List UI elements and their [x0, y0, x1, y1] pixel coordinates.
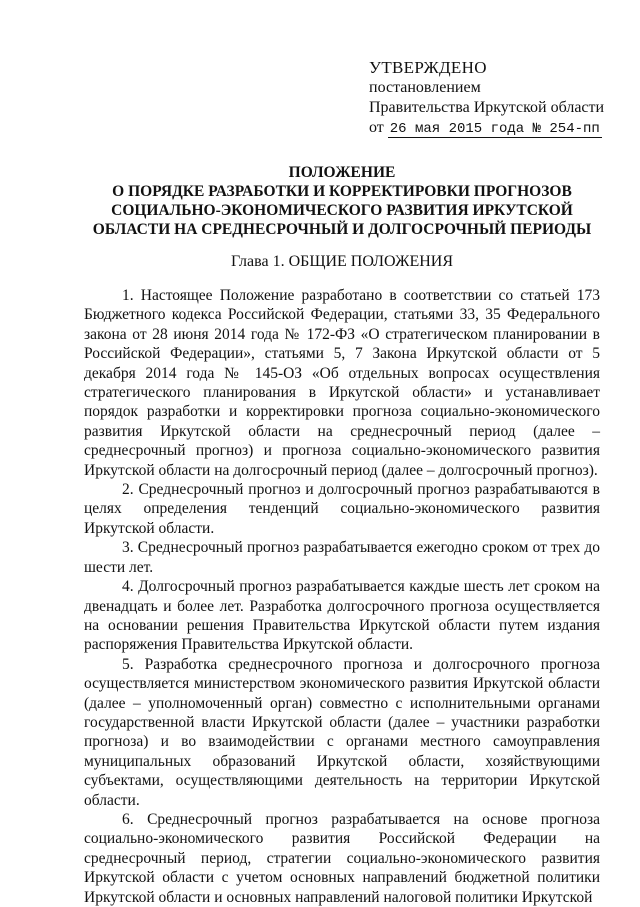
- title-line-4: ОБЛАСТИ НА СРЕДНЕСРОЧНЫЙ И ДОЛГОСРОЧНЫЙ ПЕРИОДЫ: [92, 221, 592, 238]
- paragraph-1: 1. Настоящее Положение разработано в соответствии со статьей 173 Бюджетного кодекса Российской Федерации, статьями 33, 35 Федерального закона от 28 июня 2014 года № 172-ФЗ «О стратегическом планировании в Российской Федерации», статьями 5, 7 Закона Иркутской области от 5 декабря 2014 года № 145-ОЗ «Об отдельных вопросах осуществления стратегического планирования в Иркутской области» и устанавливает порядок разработки и корректировки прогноза социально-экономического развития Иркутской области на среднесрочный период (далее – среднесрочный прогноз) и прогноза социально-экономического развития Иркутской области на долгосрочный период (далее – долгосрочный прогноз).: [84, 287, 600, 479]
- document-title: [84, 163, 600, 239]
- approval-line-government: Правительства Иркутской области: [369, 99, 605, 116]
- approval-line-resolution: постановлением: [369, 79, 481, 96]
- paragraph-5: 5. Разработка среднесрочного прогноза и долгосрочного прогноза осуществляется министерством экономического развития Иркутской области (далее – уполномоченный орган) совместно с исполнительными органами государственной власти Иркутской области (далее – участники разработки прогноза) и во взаимодействии с органами местного самоуправления муниципальных образований Иркутской области, хозяйствующими субъектами, осуществляющими деятельность на территории Иркутской области.: [84, 655, 600, 809]
- document-body: [84, 286, 600, 907]
- paragraph-3: 3. Среднесрочный прогноз разрабатывается ежегодно сроком от трех до шести лет.: [84, 539, 600, 576]
- approval-date-line: [369, 118, 609, 138]
- paragraph-2: 2. Среднесрочный прогноз и долгосрочный прогноз разрабатываются в целях определения тенденций социально-экономического развития Иркутской области.: [84, 481, 600, 537]
- approval-stamp: [369, 58, 609, 138]
- approval-heading: УТВЕРЖДЕНО: [369, 58, 487, 77]
- title-line-2: О ПОРЯДКЕ РАЗРАБОТКИ И КОРРЕКТИРОВКИ ПРОГНОЗОВ: [112, 183, 572, 200]
- approval-date-prefix: от: [369, 119, 384, 136]
- chapter-heading: Глава 1. ОБЩИЕ ПОЛОЖЕНИЯ: [231, 253, 453, 270]
- paragraph-4: 4. Долгосрочный прогноз разрабатывается каждые шесть лет сроком на двенадцать и более лет. Разработка долгосрочного прогноза осуществляется на основании решения Правительства Иркутской области путем издания распоряжения Правительства Иркутской области.: [84, 578, 600, 654]
- paragraph-6: 6. Среднесрочный прогноз разрабатывается на основе прогноза социально-экономического развития Российской Федерации на среднесрочный период, стратегии социально-экономического развития Иркутской области с учетом основных направлений бюджетной политики Иркутской области и основных направлений налоговой политики Иркутской: [84, 810, 600, 906]
- title-line-3: СОЦИАЛЬНО-ЭКОНОМИЧЕСКОГО РАЗВИТИЯ ИРКУТСКОЙ: [111, 202, 573, 219]
- approval-date-value: 26 мая 2015 года № 254-пп: [389, 121, 600, 137]
- title-line-1: ПОЛОЖЕНИЕ: [288, 164, 396, 181]
